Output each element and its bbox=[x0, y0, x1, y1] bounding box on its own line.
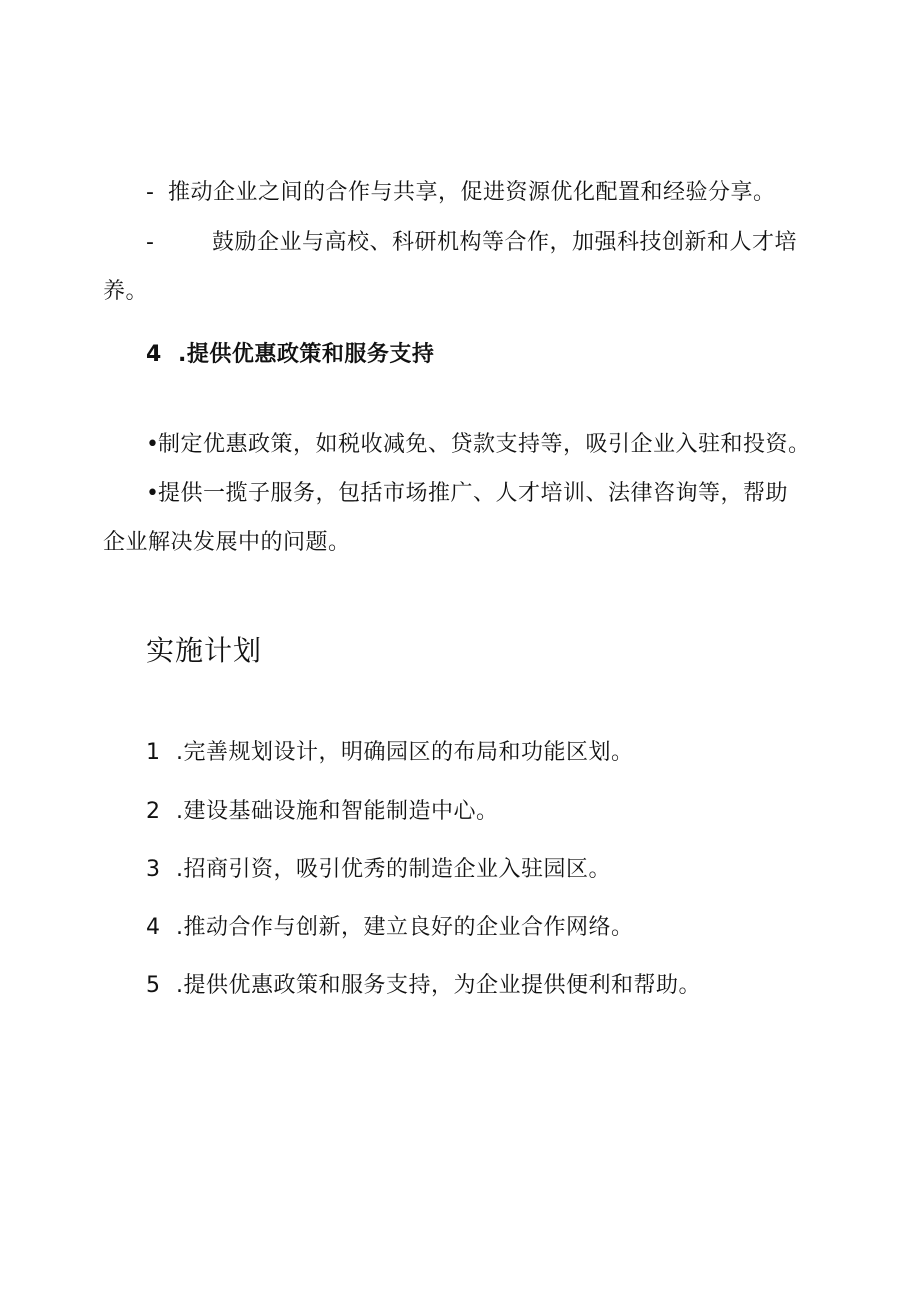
plan-item-text: .建设基础设施和智能制造中心。 bbox=[176, 799, 499, 824]
section-4-bullet-2-line-2: 企业解决发展中的问题。 bbox=[103, 530, 351, 555]
bullet-marker: • bbox=[146, 481, 160, 506]
plan-item-number: 3 bbox=[146, 857, 161, 882]
dash-marker: - bbox=[146, 180, 154, 205]
plan-item-number: 5 bbox=[146, 973, 161, 998]
bullet-marker: • bbox=[146, 432, 160, 457]
dash-marker: - bbox=[146, 230, 154, 255]
plan-item-text: .提供优惠政策和服务支持，为企业提供便利和帮助。 bbox=[176, 973, 701, 998]
section-4-bullet-2-line-1: 提供一揽子服务，包括市场推广、人才培训、法律咨询等，帮助 bbox=[158, 481, 789, 506]
plan-item-4 bbox=[146, 913, 634, 943]
plan-item-2 bbox=[146, 797, 499, 827]
plan-item-number: 4 bbox=[146, 915, 161, 940]
plan-item-text: .完善规划设计，明确园区的布局和功能区划。 bbox=[176, 740, 634, 765]
section-4-heading-text: .提供优惠政策和服务支持 bbox=[177, 342, 435, 367]
plan-title: 实施计划 bbox=[146, 634, 263, 667]
plan-item-text: .推动合作与创新，建立良好的企业合作网络。 bbox=[176, 915, 634, 940]
cooperation-item-2-line-1: 鼓励企业与高校、科研机构等合作，加强科技创新和人才培 bbox=[212, 230, 798, 255]
plan-item-5 bbox=[146, 971, 701, 1001]
section-4-heading bbox=[146, 340, 434, 370]
plan-item-3 bbox=[146, 855, 611, 885]
plan-item-text: .招商引资，吸引优秀的制造企业入驻园区。 bbox=[176, 857, 611, 882]
plan-item-1 bbox=[146, 738, 634, 768]
cooperation-item-2-line-2: 养。 bbox=[103, 279, 149, 304]
cooperation-item-1-text: 推动企业之间的合作与共享，促进资源优化配置和经验分享。 bbox=[168, 180, 776, 205]
section-4-bullet-1-text: 制定优惠政策，如税收减免、贷款支持等，吸引企业入驻和投资。 bbox=[158, 432, 811, 457]
section-4-number: 4 bbox=[146, 342, 162, 367]
plan-item-number: 1 bbox=[146, 740, 161, 765]
plan-item-number: 2 bbox=[146, 799, 161, 824]
